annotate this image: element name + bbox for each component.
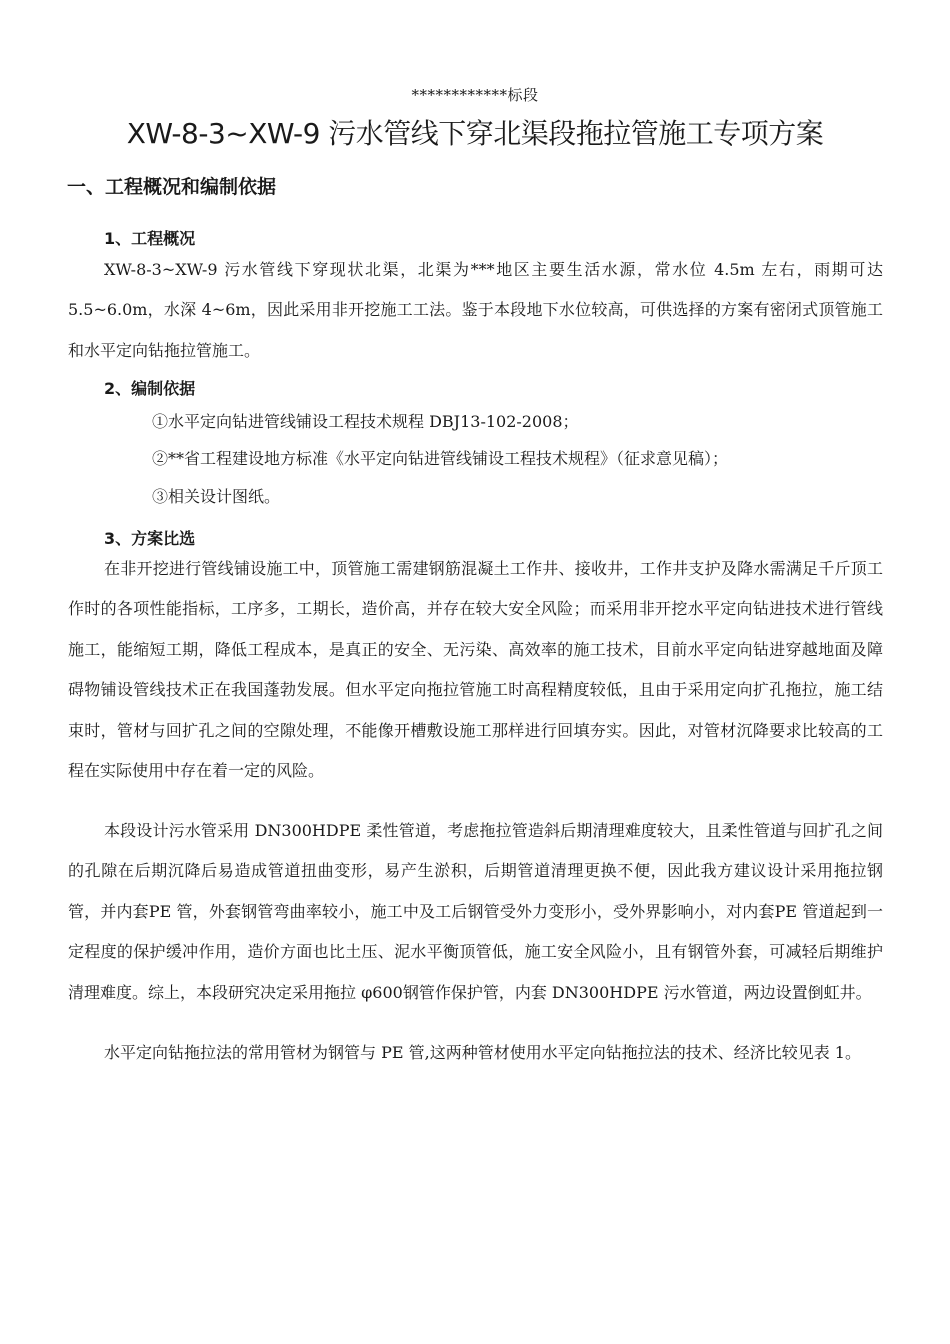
paragraph-overview: XW-8-3~XW-9 污水管线下穿现状北渠，北渠为***地区主要生活水源，常水位 4.5m 左右，雨期可达 5.5~6.0m，水深 4~6m，因此采用非开挖施工工法。鉴于本段地下水位较高，可供选择的方案有密闭式顶管施工和水平定向钻拖拉管施工。	[68, 260, 883, 360]
document-title: XW-8-3~XW-9 污水管线下穿北渠段拖拉管施工专项方案	[126, 117, 824, 150]
subsection-heading-basis: 2、编制依据	[104, 379, 196, 398]
basis-item-1: ①水平定向钻进管线铺设工程技术规程 DBJ13-102-2008；	[152, 412, 579, 431]
paragraph-comparison-1: 在非开挖进行管线铺设施工中，顶管施工需建钢筋混凝土工作井、接收井，工作井支护及降水需满足千斤顶工作时的各项性能指标，工序多，工期长，造价高，并存在较大安全风险；而采用非开挖水平定向钻进技术进行管线施工，能缩短工期，降低工程成本，是真正的安全、无污染、高效率的施工技术，目前水平定向钻进穿越地面及障碍物铺设管线技术正在我国蓬勃发展。但水平定向拖拉管施工时高程精度较低，且由于采用定向扩孔拖拉，施工结束时，管材与回扩孔之间的空隙处理，不能像开槽敷设施工那样进行回填夯实。因此，对管材沉降要求比较高的工程在实际使用中存在着一定的风险。	[68, 559, 883, 781]
basis-item-3: ③相关设计图纸。	[152, 487, 281, 506]
subsection-heading-overview: 1、工程概况	[104, 229, 196, 248]
subsection-heading-comparison: 3、方案比选	[104, 529, 196, 548]
paragraph-comparison-3: 水平定向钻拖拉法的常用管材为钢管与 PE 管,这两种管材使用水平定向钻拖拉法的技术、经济比较见表 1。	[104, 1043, 861, 1062]
paragraph-comparison-2: 本段设计污水管采用 DN300HDPE 柔性管道，考虑拖拉管造斜后期清理难度较大，且柔性管道与回扩孔之间的孔隙在后期沉降后易造成管道扭曲变形，易产生淤积，后期管道清理更换不便，因此我方建议设计采用拖拉钢管，并内套PE 管，外套钢管弯曲率较小，施工中及工后钢管受外力变形小，受外界影响小，对内套PE 管道起到一定程度的保护缓冲作用，造价方面也比土压、泥水平衡顶管低，施工安全风险小，且有钢管外套，可减轻后期维护清理难度。综上，本段研究决定采用拖拉 φ600钢管作保护管，内套 DN300HDPE 污水管道，两边设置倒虹井。	[68, 821, 883, 1002]
section-heading-1: 一、工程概况和编制依据	[67, 176, 277, 198]
basis-item-2: ②**省工程建设地方标准《水平定向钻进管线铺设工程技术规程》（征求意见稿）；	[152, 449, 729, 468]
header-mark: ************标段	[411, 86, 539, 104]
